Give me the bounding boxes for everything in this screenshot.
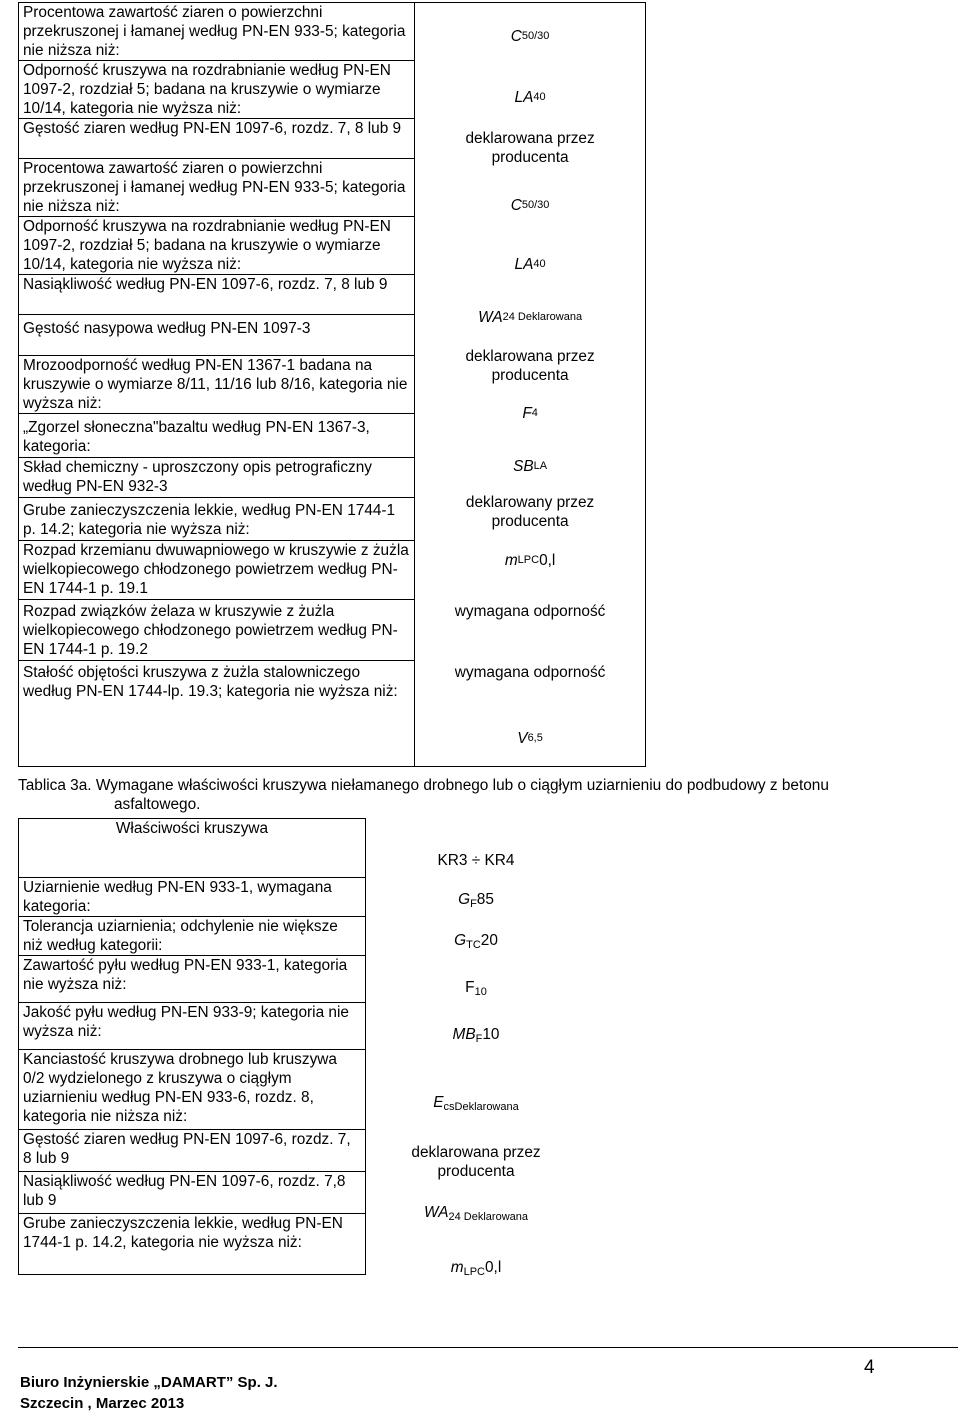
column-header-kr: KR3 ÷ KR4 — [437, 852, 515, 869]
value-cell: $m_{LPC}0,l$ — [450, 1259, 502, 1278]
property-cell: Procentowa zawartość ziaren o powierzchni przekruszonej i łamanej według PN-EN 933-5; kategoria nie niższa niż: — [19, 3, 414, 61]
property-cell: Skład chemiczny - uproszczony opis petrograficzny według PN-EN 932-3 — [19, 458, 414, 498]
footer-city-date: Szczecin , Marzec 2013 — [20, 1395, 185, 1412]
table-caption — [18, 776, 948, 814]
value-cell: wymagana odporność — [454, 663, 606, 681]
property-cell: Grube zanieczyszczenia lekkie, według PN-EN 1744-1 p. 14.2; kategoria nie wyższa niż: — [19, 498, 414, 541]
property-cell: Nasiąkliwość według PN-EN 1097-6, rozdz. 7,8 lub 9 — [19, 1172, 366, 1214]
property-cell: Gęstość ziaren według PN-EN 1097-6, rozdz. 7, 8 lub 9 — [19, 1130, 366, 1172]
property-cell: „Zgorzel słoneczna"bazaltu według PN-EN 1367-3, kategoria: — [19, 414, 414, 458]
value-cell: V 6,5 — [517, 729, 543, 747]
properties-table-continued — [18, 2, 646, 767]
property-cell: Zawartość pyłu według PN-EN 933-1, kategoria nie wyższa niż: — [19, 956, 366, 1003]
value-cell: $F_{10}$ — [465, 979, 487, 998]
value-cell: wymagana odporność — [454, 602, 606, 620]
property-cell: Procentowa zawartość ziaren o powierzchni przekruszonej i łamanej według PN-EN 933-5; kategoria nie niższa niż: — [19, 159, 414, 217]
property-cell: Odporność kruszywa na rozdrabnianie według PN-EN 1097-2, rozdział 5; badana na kruszywie o wymiarze 10/14, kategoria nie wyższa niż: — [19, 217, 414, 275]
table-header-cell: Właściwości kruszywa — [19, 819, 366, 878]
property-cell: Rozpad krzemianu dwuwapniowego w kruszywie z żużla wielkopiecowego chłodzonego powietrzem według PN-EN 1744-1 p. 19.1 — [19, 541, 414, 600]
value-cell: m LPC 0,l — [504, 551, 556, 569]
property-cell: Odporność kruszywa na rozdrabnianie według PN-EN 1097-2, rozdział 5; badana na kruszywie o wymiarze 10/14, kategoria nie wyższa niż: — [19, 61, 414, 119]
value-cell: WA 24 Deklarowana — [478, 308, 583, 326]
value-cell: C 50/30 — [510, 27, 550, 45]
value-cell: $G_{TC}20$ — [454, 932, 498, 951]
property-cell: Gęstość ziaren według PN-EN 1097-6, rozdz. 7, 8 lub 9 — [19, 119, 414, 159]
value-cell: LA 40 — [514, 255, 546, 273]
property-cell: Grube zanieczyszczenia lekkie, według PN-EN 1744-1 p. 14.2, kategoria nie wyższa niż: — [19, 1214, 366, 1275]
value-cell: SB LA — [513, 457, 548, 475]
property-cell: Jakość pyłu według PN-EN 933-9; kategoria nie wyższa niż: — [19, 1003, 366, 1050]
value-column — [415, 3, 646, 767]
property-cell: Kanciastość kruszywa drobnego lub kruszywa 0/2 wydzielonego z kruszywa o ciągłym uziarnieniu według PN-EN 933-6, rozdz. 8, kategoria nie niższa niż: — [19, 1050, 366, 1130]
value-cell: $MB_F10$ — [452, 1026, 500, 1045]
property-cell: Nasiąkliwość według PN-EN 1097-6, rozdz. 7, 8 lub 9 — [19, 275, 414, 315]
property-cell: Gęstość nasypowa według PN-EN 1097-3 — [19, 315, 414, 356]
footer-company: Biuro Inżynierskie „DAMART” Sp. J. — [20, 1374, 278, 1391]
property-cell: Uziarnienie według PN-EN 933-1, wymagana kategoria: — [19, 878, 366, 917]
value-cell: LA 40 — [514, 89, 546, 106]
value-cell: $E_{csDeklarowana}$ — [433, 1094, 519, 1113]
property-cell: Tolerancja uziarnienia; odchylenie nie większe niż według kategorii: — [19, 917, 366, 956]
value-cell: deklarowana przez producenta — [465, 348, 595, 384]
property-cell: Mrozoodporność według PN-EN 1367-1 badana na kruszywie o wymiarze 8/11, 11/16 lub 8/16, kategoria nie wyższa niż: — [19, 356, 414, 414]
properties-table-3a — [18, 818, 366, 1275]
caption-line: Tablica 3a. Wymagane właściwości kruszywa niełamanego drobnego lub o ciągłym uziarnieniu do podbudowy z betonu — [18, 777, 829, 794]
value-cell: deklarowana przez producenta — [411, 1144, 541, 1180]
value-cell: C 50/30 — [510, 196, 550, 214]
value-cell: deklarowana przez producenta — [465, 130, 595, 166]
property-column — [19, 3, 415, 767]
footer-rule — [18, 1347, 958, 1348]
caption-line: asfaltowego. — [114, 796, 201, 813]
value-cell: $WA_{24 Deklarowana}$ — [423, 1204, 528, 1223]
value-cell: $G_F85$ — [458, 891, 494, 910]
page-number: 4 — [864, 1357, 875, 1378]
value-cell: F 4 — [522, 404, 538, 422]
value-cell: deklarowany przez producenta — [465, 494, 595, 530]
property-cell: Stałość objętości kruszywa z żużla stalowniczego według PN-EN 1744-lp. 19.3; kategoria nie wyższa niż: — [23, 664, 398, 700]
property-cell: Rozpad związków żelaza w kruszywie z żużla wielkopiecowego chłodzonego powietrzem według PN-EN 1744-1 p. 19.2 — [19, 600, 414, 661]
